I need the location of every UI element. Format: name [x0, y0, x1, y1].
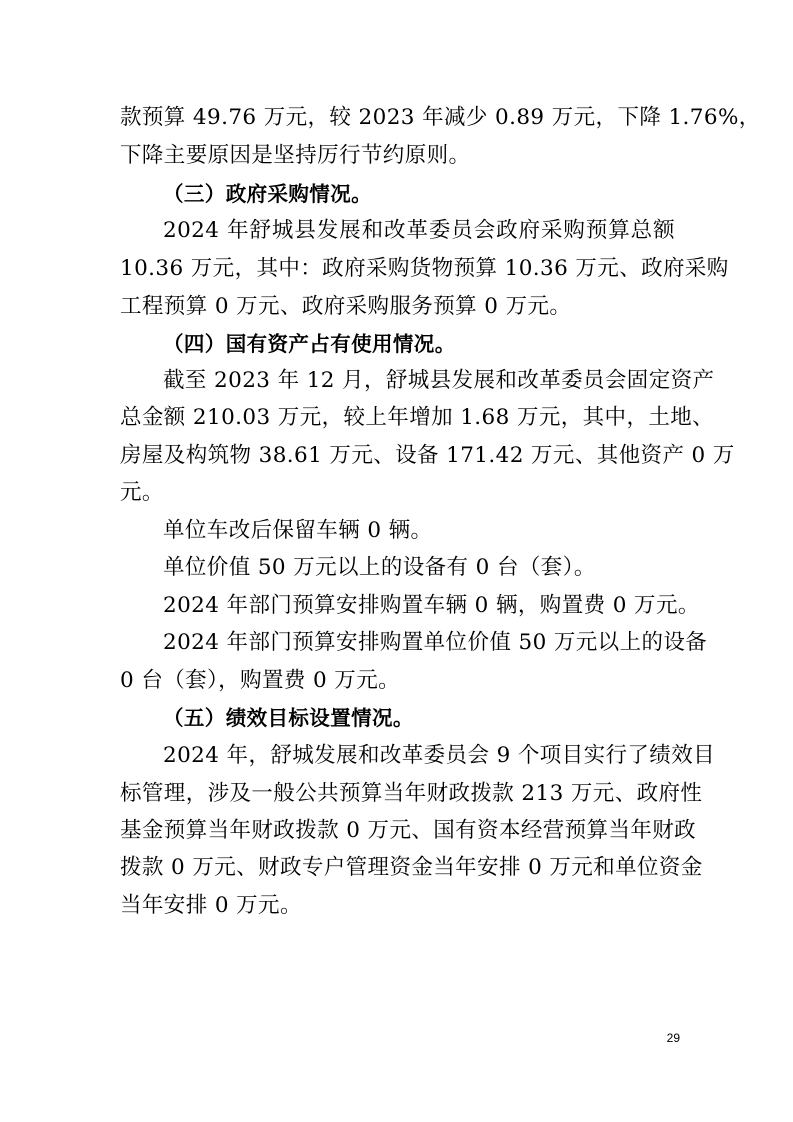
paragraph-line: 0 台（套），购置费 0 万元。 — [120, 668, 401, 693]
paragraph-line: 基金预算当年财政拨款 0 万元、国有资本经营预算当年财政 — [120, 818, 697, 843]
paragraph-line: 房屋及构筑物 38.61 万元、设备 171.42 万元、其他资产 0 万 — [120, 443, 735, 468]
paragraph-line: 下降主要原因是坚持厉行节约原则。 — [120, 143, 471, 168]
paragraph-line: 工程预算 0 万元、政府采购服务预算 0 万元。 — [120, 294, 572, 319]
paragraph-line: 单位车改后保留车辆 0 辆。 — [163, 518, 433, 543]
section-heading-performance-targets: （五）绩效目标设置情况。 — [163, 706, 414, 730]
paragraph-line: 标管理，涉及一般公共预算当年财政拨款 213 万元、政府性 — [120, 781, 703, 806]
paragraph-line: 2024 年部门预算安排购置车辆 0 辆，购置费 0 万元。 — [163, 593, 700, 618]
paragraph-line: 截至 2023 年 12 月，舒城县发展和改革委员会固定资产 — [163, 368, 715, 393]
paragraph-line: 2024 年，舒城发展和改革委员会 9 个项目实行了绩效目 — [163, 743, 715, 768]
paragraph-line: 元。 — [120, 480, 164, 505]
page-number: 29 — [666, 1031, 680, 1045]
paragraph-line: 当年安排 0 万元。 — [120, 893, 302, 918]
paragraph-line: 总金额 210.03 万元，较上年增加 1.68 万元，其中，土地、 — [120, 405, 715, 430]
paragraph-line: 10.36 万元，其中：政府采购货物预算 10.36 万元、政府采购 — [120, 256, 729, 281]
paragraph-line: 款预算 49.76 万元，较 2023 年减少 0.89 万元，下降 1.76%， — [120, 105, 761, 130]
paragraph-line: 2024 年部门预算安排购置单位价值 50 万元以上的设备 — [163, 630, 708, 655]
paragraph-line: 单位价值 50 万元以上的设备有 0 台（套）。 — [163, 555, 596, 580]
section-heading-state-assets: （四）国有资产占有使用情况。 — [163, 332, 456, 356]
section-heading-government-procurement: （三）政府采购情况。 — [163, 182, 372, 206]
paragraph-line: 2024 年舒城县发展和改革委员会政府采购预算总额 — [163, 218, 675, 243]
paragraph-line: 拨款 0 万元、财政专户管理资金当年安排 0 万元和单位资金 — [120, 855, 703, 880]
